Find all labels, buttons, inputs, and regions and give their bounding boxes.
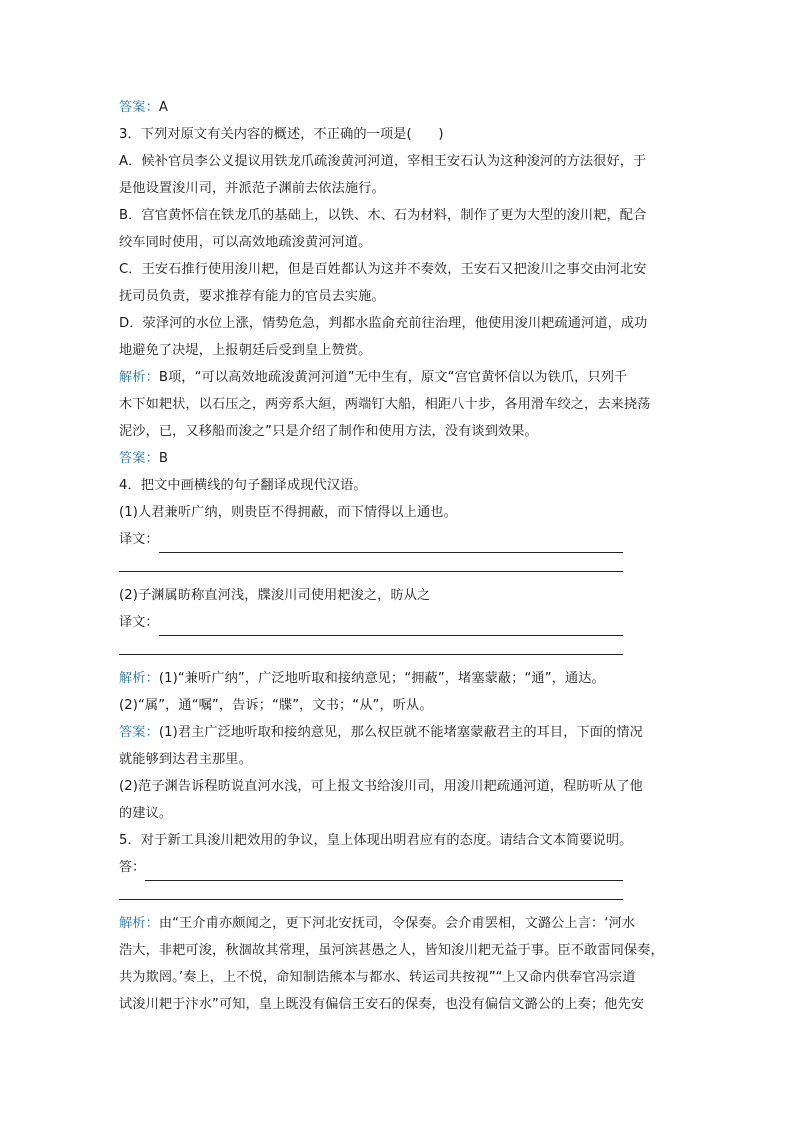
q4-analysis-line1 — [119, 665, 679, 692]
answer-prompt-label: 答： — [119, 860, 146, 875]
answer-blank-line[interactable] — [119, 571, 623, 572]
answer-label: 答案： — [119, 725, 159, 740]
analysis-label: 解析： — [119, 916, 159, 931]
q3-option-a-line2: 是他设置浚川司，并派范子渊前去依法施行。 — [119, 181, 385, 196]
q3-option-c-line1: C．王安石推行使用浚川耙，但是百姓都认为这并不奏效，王安石又把浚川之事交由河北安 — [119, 262, 647, 277]
q4-translation-1-field[interactable] — [119, 526, 679, 553]
q4-stem: 4．把文中画横线的句子翻译成现代汉语。 — [119, 478, 367, 493]
q5-stem: 5．对于新工具浚川耙效用的争议，皇上体现出明君应有的态度。请结合文本简要说明。 — [119, 833, 633, 848]
analysis-text: 由“王介甫亦颇闻之，更下河北安抚司，令保奏。会介甫罢相，文潞公上言：‘河水 — [158, 916, 636, 931]
analysis-label: 解析： — [119, 671, 159, 686]
q3-option-a-line1: A．候补官员李公义提议用铁龙爪疏浚黄河河道，宰相王安石认为这种浚河的方法很好，于 — [119, 154, 647, 169]
translation-label: 译文： — [119, 615, 159, 630]
answer-blank-line[interactable] — [119, 654, 623, 655]
q5-analysis-line3: 共为欺罔。’奏上，上不悦，命知制诰熊本与都水、转运司共按视”“上又命内供奉官冯宗道 — [119, 970, 636, 985]
answer-blank-line[interactable] — [159, 534, 623, 553]
answer-text: (1)君主广泛地听取和接纳意见，那么权臣就不能堵塞蒙蔽君主的耳目，下面的情况 — [158, 725, 643, 740]
analysis-label: 解析： — [119, 370, 159, 385]
q3-option-d-line2: 地避免了决堤，上报朝廷后受到皇上赞赏。 — [119, 343, 372, 358]
analysis-text: (1)“兼听广纳”，广泛地听取和接纳意见；“拥蔽”，堵塞蒙蔽；“通”，通达。 — [158, 671, 605, 686]
answer-blank-line[interactable] — [145, 862, 623, 881]
q4-translation-1-extra-line[interactable] — [119, 553, 679, 580]
q5-analysis-line2: 浩大，非耙可浚，秋涸故其常理，虽河滨甚愚之人，皆知浚川耙无益于事。臣不敢雷同保奏， — [119, 943, 664, 958]
q3-stem: 3．下列对原文有关内容的概述，不正确的一项是( ) — [119, 127, 444, 142]
answer-value: B — [158, 451, 169, 466]
q5-analysis-line4: 试浚川耙于汴水”可知，皇上既没有偏信王安石的保奏，也没有偏信文潞公的上奏；他先安 — [119, 997, 645, 1012]
q3-analysis-line2: 木下如耙状，以石压之，两旁系大絙，两端钉大船，相距八十步，各用滑车绞之，去来挠荡 — [119, 397, 651, 412]
q3-analysis-line3: 泥沙，已，又移船而浚之”只是介绍了制作和使用方法，没有谈到效果。 — [119, 424, 538, 439]
q4-answer-line4: 的建议。 — [119, 806, 173, 821]
q5-answer-field[interactable] — [119, 854, 679, 881]
answer-blank-line[interactable] — [159, 617, 623, 636]
q4-sentence-1: (1)人君兼听广纳，则贵臣不得拥蔽，而下情得以上通也。 — [119, 505, 457, 520]
analysis-text: B项，“可以高效地疏浚黄河河道”无中生有，原文“宫官黄怀信以为铁爪，只列千 — [158, 370, 628, 385]
q4-translation-2-field[interactable] — [119, 609, 679, 636]
q3-option-c-line2: 抚司员负责，要求推荐有能力的官员去实施。 — [119, 289, 385, 304]
answer-value: A — [158, 100, 168, 115]
q3-option-b-line2: 绞车同时使用，可以高效地疏浚黄河河道。 — [119, 235, 372, 250]
document-page — [119, 94, 679, 1018]
q5-analysis-line1 — [119, 910, 679, 937]
answer-label: 答案： — [119, 451, 159, 466]
q4-answer-line3: (2)范子渊告诉程昉说直河水浅，可上报文书给浚川司，用浚川耙疏通河道，程昉听从了他 — [119, 779, 643, 794]
q3-analysis-line1 — [119, 364, 679, 391]
q3-answer — [119, 445, 679, 472]
q4-answer-line1 — [119, 719, 679, 746]
q5-answer-extra-line[interactable] — [119, 881, 679, 908]
q3-option-b-line1: B．宫官黄怀信在铁龙爪的基础上，以铁、木、石为材料，制作了更为大型的浚川耙，配合 — [119, 208, 647, 223]
q4-sentence-2: (2)子渊属昉称直河浅，牒浚川司使用耙浚之，昉从之 — [119, 588, 431, 603]
answer-blank-line[interactable] — [119, 899, 623, 900]
q3-option-d-line1: D．荥泽河的水位上涨，情势危急，判都水监俞充前往治理，他使用浚川耙疏通河道，成功 — [119, 316, 648, 331]
q4-analysis-line2: (2)“属”，通“嘱”，告诉；“牒”，文书；“从”，听从。 — [119, 698, 433, 713]
q4-answer-line2: 就能够到达君主那里。 — [119, 752, 252, 767]
q2-answer — [119, 94, 679, 121]
q4-translation-2-extra-line[interactable] — [119, 636, 679, 663]
answer-label: 答案： — [119, 100, 159, 115]
translation-label: 译文： — [119, 532, 159, 547]
